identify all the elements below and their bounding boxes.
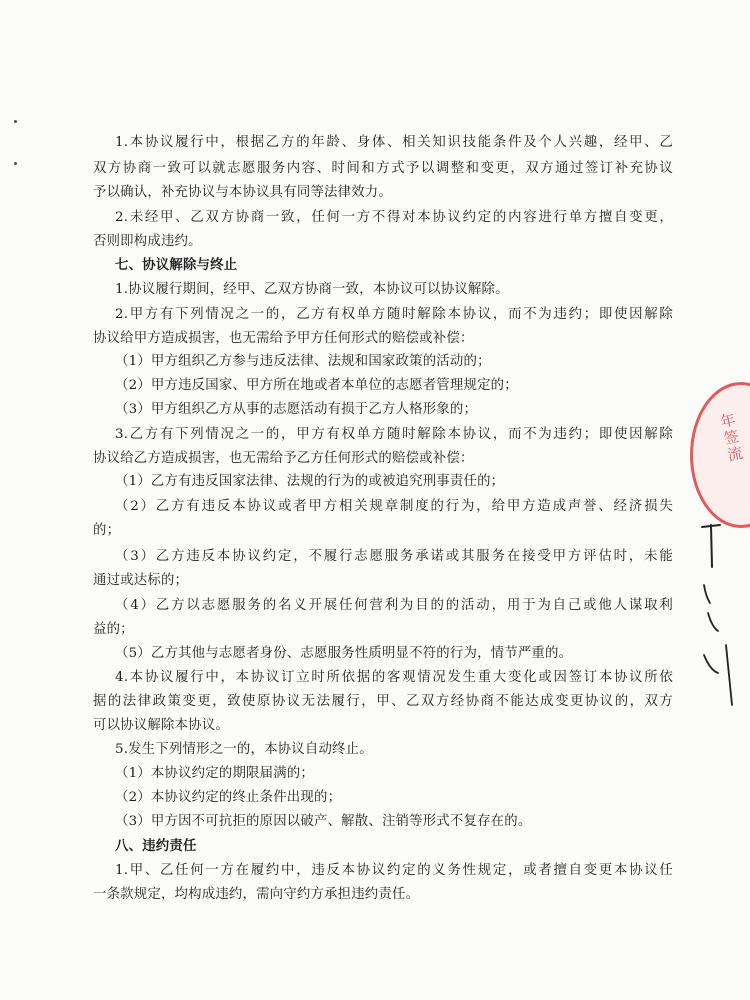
clause-7-4-line-1: 4.本协议履行中，本协议订立时所依据的客观情况发生重大变化或因签订本协议所依 [115,670,673,685]
scan-mark [14,162,17,165]
clause-7-1: 1.协议履行期间，经甲、乙双方协商一致，本协议可以协议解除。 [115,282,509,297]
section-heading-8: 八、违约责任 [115,838,197,854]
official-seal-text: 年签流 [718,410,745,465]
clause-7-3-item-2-line-2: 的； [93,523,121,538]
scan-mark [14,120,17,123]
clause-7-3-item-2-line-1: （2）乙方有违反本协议或者甲方相关规章制度的行为，给甲方造成声誉、经济损失 [115,499,673,514]
clause-7-3-line-1: 3.乙方有下列情况之一的，甲方有权单方随时解除本协议，而不为违约；即使因解除 [115,427,673,442]
clause-7-2-item-2: （2）甲方违反国家、甲方所在地或者本单位的志愿者管理规定的； [115,378,518,393]
clause-7-3-item-1: （1）乙方有违反国家法律、法规的行为的或被追究刑事责任的； [115,474,505,489]
clause-8-1-line-1: 1.甲、乙任何一方在履约中，违反本协议约定的义务性规定，或者擅自变更本协议任 [115,863,673,878]
clause-7-3-item-5: （5）乙方其他与志愿者身份、志愿服务性质明显不符的行为，情节严重的。 [115,646,573,661]
clause-7-5: 5.发生下列情形之一的，本协议自动终止。 [115,742,373,757]
paragraph-1-line-1: 1.本协议履行中，根据乙方的年龄、身体、相关知识技能条件及个人兴趣，经甲、乙 [115,135,673,150]
paragraph-1-line-2: 双方协商一致可以就志愿服务内容、时间和方式予以调整和变更，双方通过签订补充协议 [93,161,673,176]
clause-7-3-item-3-line-2: 通过或达标的； [93,573,189,588]
section-heading-7: 七、协议解除与终止 [115,257,238,273]
paragraph-2-line-2: 否则即构成违约。 [93,234,202,249]
clause-7-3-item-4-line-2: 益的； [93,622,134,637]
clause-7-2-item-1: （1）甲方组织乙方参与违反法律、法规和国家政策的活动的； [115,354,491,369]
clause-7-2-line-2: 协议给甲方造成损害，也无需给予甲方任何形式的赔偿或补偿： [93,331,474,346]
paragraph-1-line-3: 予以确认，补充协议与本协议具有同等法律效力。 [93,185,392,200]
clause-7-3-item-3-line-1: （3）乙方违反本协议约定，不履行志愿服务承诺或其服务在接受甲方评估时，未能 [115,549,673,564]
clause-7-5-item-1: （1）本协议约定的期限届满的； [115,766,314,781]
clause-7-5-item-2: （2）本协议约定的终止条件出现的； [115,790,342,805]
clause-7-2-line-1: 2.甲方有下列情况之一的，乙方有权单方随时解除本协议，而不为违约；即使因解除 [115,307,673,322]
clause-7-4-line-3: 可以协议解除本协议。 [93,718,229,733]
clause-7-3-line-2: 协议给乙方造成损害，也无需给予乙方任何形式的赔偿或补偿： [93,451,474,466]
clause-8-1-line-2: 一条款规定，均构成违约，需向守约方承担违约责任。 [93,887,420,902]
clause-7-5-item-3: （3）甲方因不可抗拒的原因以破产、解散、注销等形式不复存在的。 [115,814,532,829]
clause-7-4-line-2: 据的法律政策变更，致使原协议无法履行，甲、乙双方经协商不能达成变更协议的，双方 [93,694,673,709]
handwritten-marks [698,505,748,725]
paragraph-2-line-1: 2.未经甲、乙双方协商一致，任何一方不得对本协议约定的内容进行单方擅自变更， [115,210,673,225]
clause-7-3-item-4-line-1: （4）乙方以志愿服务的名义开展任何营利为目的的活动，用于为自己或他人谋取利 [115,598,673,613]
clause-7-2-item-3: （3）甲方组织乙方从事的志愿活动有损于乙方人格形象的； [115,402,478,417]
